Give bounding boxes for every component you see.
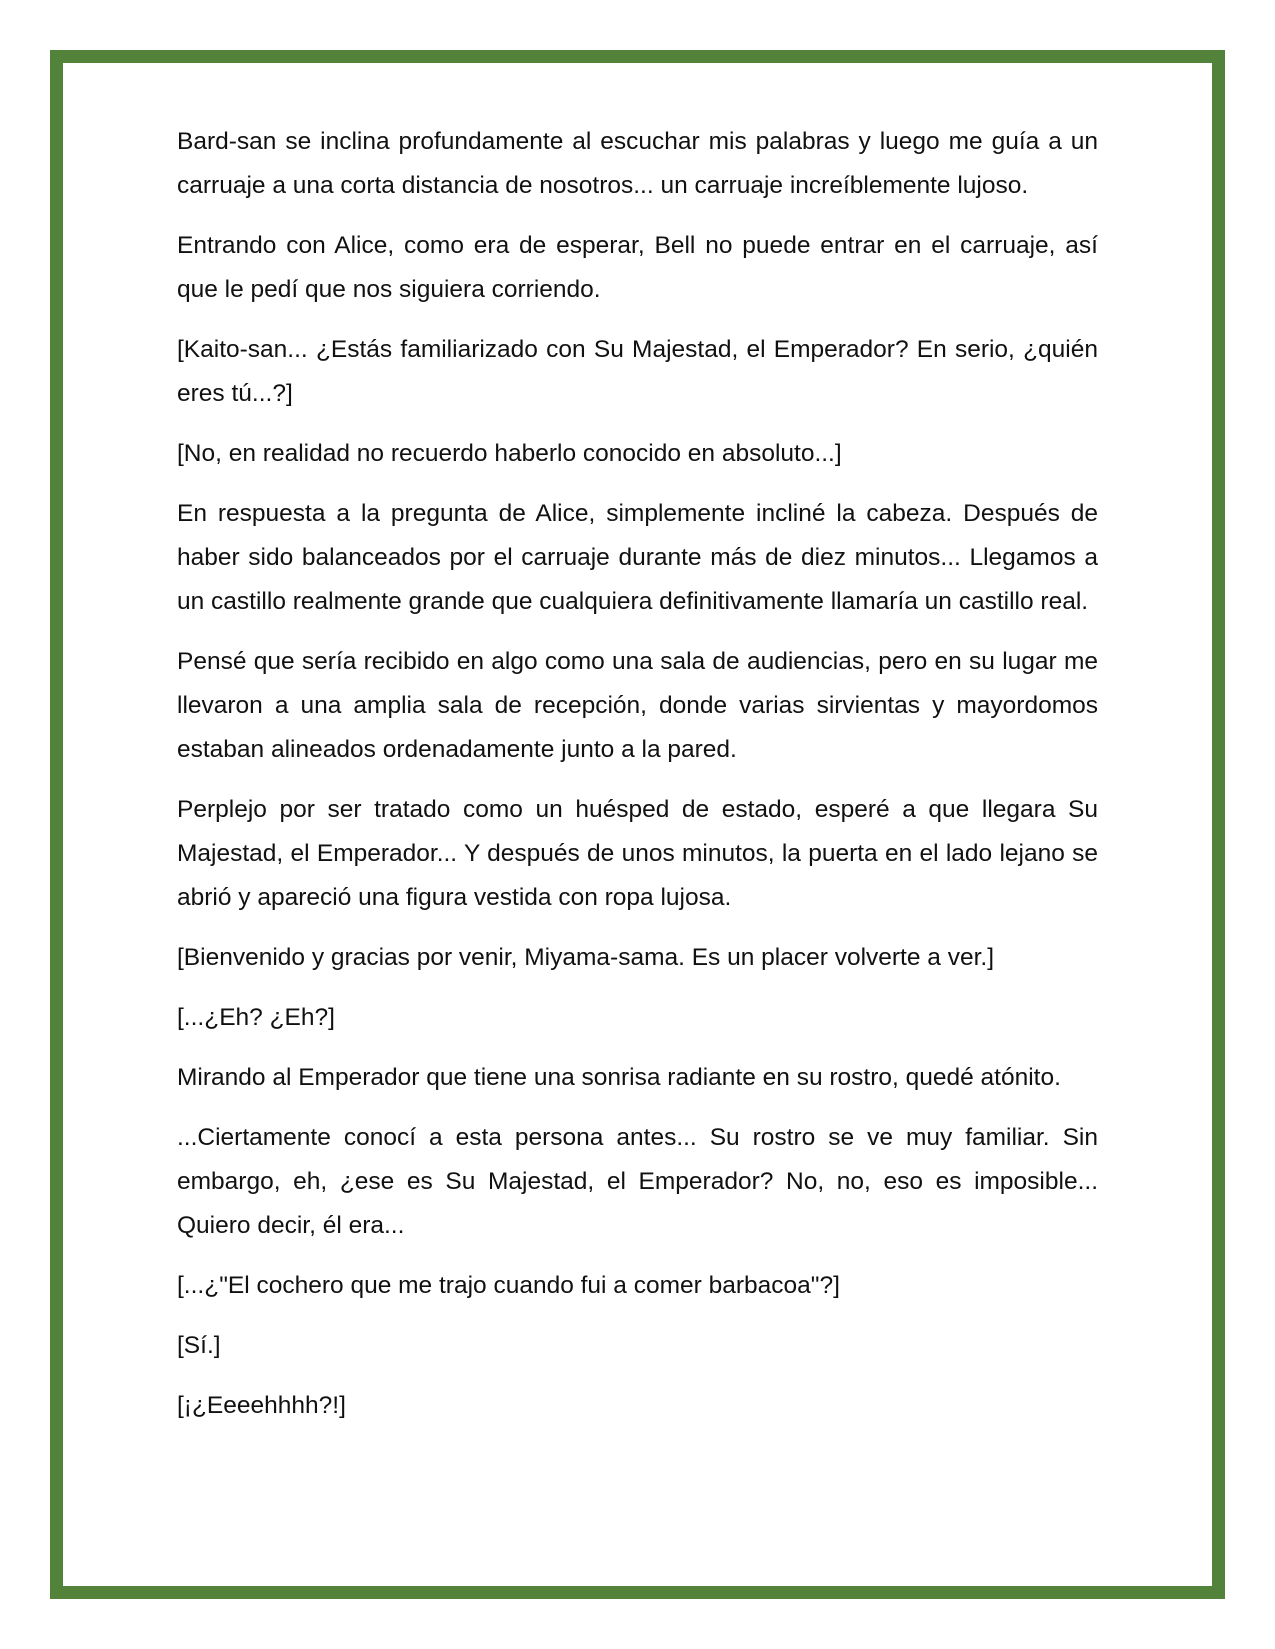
dialogue-line: [...¿Eh? ¿Eh?] — [177, 1004, 335, 1031]
dialogue-line: [¡¿Eeeehhhh?!] — [177, 1392, 346, 1419]
dialogue-line: [...¿"El cochero que me trajo cuando fui a comer barbacoa"?] — [177, 1272, 840, 1299]
dialogue-line: [Kaito-san... ¿Estás familiarizado con Su Majestad, el Emperador? En serio, ¿quién eres tú...?] — [177, 336, 1098, 407]
dialogue-line: [No, en realidad no recuerdo haberlo conocido en absoluto...] — [177, 440, 842, 467]
paragraph: ...Ciertamente conocí a esta persona antes... Su rostro se ve muy familiar. Sin embargo, eh, ¿ese es Su Majestad, el Emperador? No, no, eso es imposible... Quiero decir, él era... — [177, 1124, 1098, 1239]
paragraph: Perplejo por ser tratado como un huésped de estado, esperé a que llegara Su Majestad, el Emperador... Y después de unos minutos, la puerta en el lado lejano se abrió y apareció una figura vestida con ropa lujosa. — [177, 796, 1098, 911]
dialogue-line: [Sí.] — [177, 1332, 221, 1359]
paragraph: Pensé que sería recibido en algo como una sala de audiencias, pero en su lugar me llevaron a una amplia sala de recepción, donde varias sirvientas y mayordomos estaban alineados ordenadamente junto a la pared. — [177, 648, 1098, 763]
paragraph: Bard-san se inclina profundamente al escuchar mis palabras y luego me guía a un carruaje a una corta distancia de nosotros... un carruaje increíblemente lujoso. — [177, 128, 1098, 199]
dialogue-line: [Bienvenido y gracias por venir, Miyama-sama. Es un placer volverte a ver.] — [177, 944, 995, 971]
document-body — [177, 120, 1098, 1444]
paragraph: Entrando con Alice, como era de esperar, Bell no puede entrar en el carruaje, así que le pedí que nos siguiera corriendo. — [177, 232, 1098, 303]
paragraph: En respuesta a la pregunta de Alice, simplemente incliné la cabeza. Después de haber sido balanceados por el carruaje durante más de diez minutos... Llegamos a un castillo realmente grande que cualquiera definitivamente llamaría un castillo real. — [177, 500, 1098, 615]
paragraph: Mirando al Emperador que tiene una sonrisa radiante en su rostro, quedé atónito. — [177, 1064, 1061, 1091]
